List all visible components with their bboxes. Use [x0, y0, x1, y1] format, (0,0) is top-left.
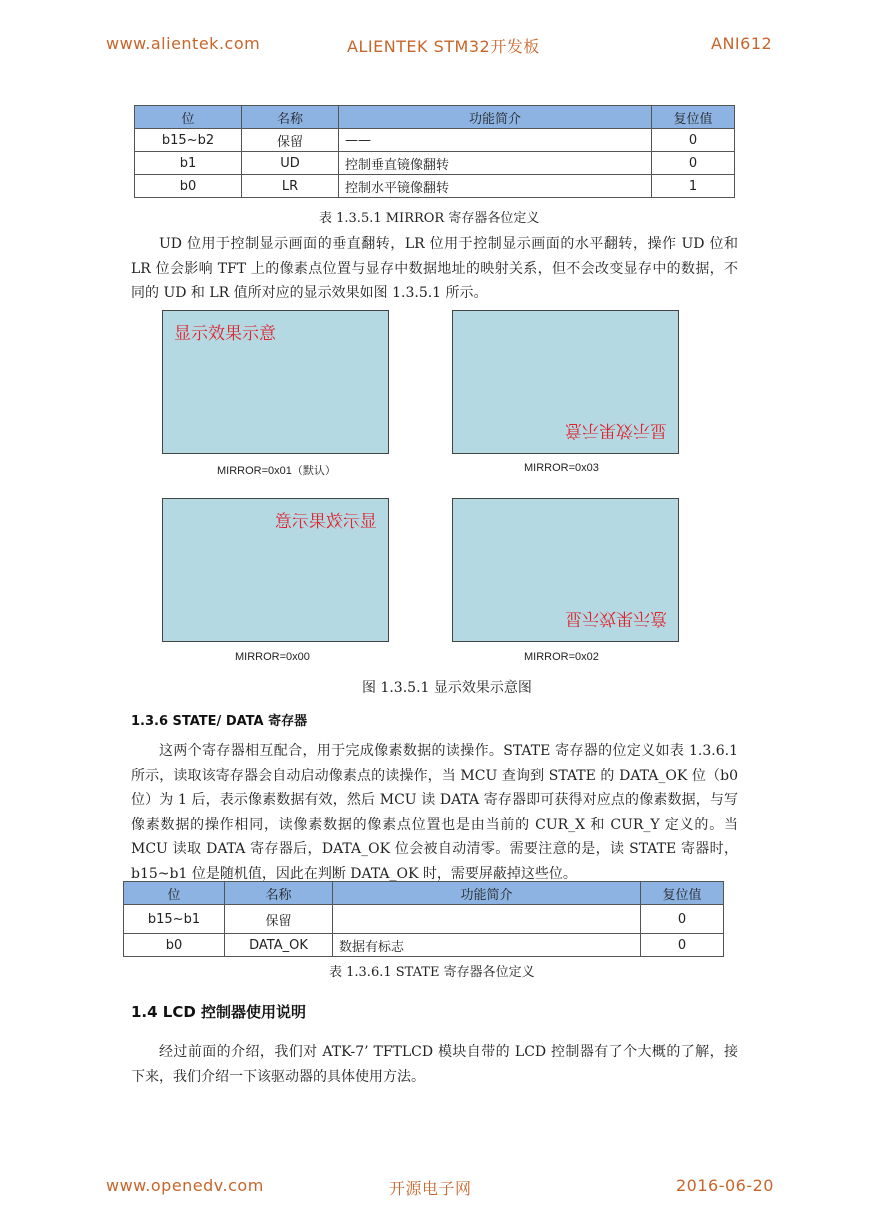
col-reset: 复位值	[652, 106, 735, 129]
cell-bit: b1	[135, 152, 242, 175]
cell-function	[333, 905, 641, 934]
col-name: 名称	[225, 882, 333, 905]
col-bit: 位	[124, 882, 225, 905]
demo-panel-0x01	[162, 310, 389, 454]
mirror-register-table	[134, 105, 735, 198]
header-title: ALIENTEK STM32开发板	[347, 37, 540, 56]
cell-bit: b15~b1	[124, 905, 225, 934]
cell-name: 保留	[242, 129, 339, 152]
cell-name: 保留	[225, 905, 333, 934]
demo-panel-0x02	[452, 498, 679, 642]
demo-text-flipped: 显示效果示意	[565, 608, 667, 628]
state-register-table	[123, 881, 724, 957]
header-doc-code: ANI612	[711, 34, 773, 53]
table-row	[124, 905, 724, 934]
cell-function: 控制水平镜像翻转	[339, 175, 652, 198]
cell-bit: b15~b2	[135, 129, 242, 152]
paragraph-ud-lr: UD 位用于控制显示画面的垂直翻转，LR 位用于控制显示画面的水平翻转，操作 UD 位和 LR 位会影响 TFT 上的像素点位置与显存中数据地址的映射关系，但不会改变显存中的数据，不同的 UD 和 LR 值所对应的显示效果如图 1.3.5.1 所示。	[131, 236, 738, 301]
figure-caption: 图 1.3.5.1 显示效果示意图	[362, 680, 532, 696]
cell-reset: 0	[652, 152, 735, 175]
cell-function: ——	[339, 129, 652, 152]
table1-caption: 表 1.3.5.1 MIRROR 寄存器各位定义	[319, 211, 540, 226]
cell-bit: b0	[135, 175, 242, 198]
table-header-row	[124, 882, 724, 905]
demo-panel-0x03	[452, 310, 679, 454]
cell-function: 数据有标志	[333, 934, 641, 957]
col-function: 功能简介	[339, 106, 652, 129]
col-name: 名称	[242, 106, 339, 129]
section-heading-1-3-6: 1.3.6 STATE/ DATA 寄存器	[131, 714, 308, 729]
footer-site-name: 开源电子网	[389, 1179, 472, 1198]
table-row	[135, 152, 735, 175]
label-mirror-0x02: MIRROR=0x02	[524, 651, 599, 663]
table2-caption: 表 1.3.6.1 STATE 寄存器各位定义	[329, 965, 535, 980]
section-heading-1-4: 1.4 LCD 控制器使用说明	[131, 1003, 307, 1021]
demo-panel-0x00	[162, 498, 389, 642]
table-row	[124, 934, 724, 957]
col-bit: 位	[135, 106, 242, 129]
label-mirror-0x01: MIRROR=0x01（默认）	[217, 465, 336, 477]
col-function: 功能简介	[333, 882, 641, 905]
cell-function: 控制垂直镜像翻转	[339, 152, 652, 175]
cell-reset: 0	[641, 934, 724, 957]
paragraph-state-data: 这两个寄存器相互配合，用于完成像素数据的读操作。STATE 寄存器的位定义如表 1.3.6.1 所示，读取该寄存器会自动启动像素点的读操作，当 MCU 查询到 STATE 的 DATA_OK 位（b0 位）为 1 后，表示像素数据有效，然后 MCU 读 DATA 寄存器即可获得对应点的像素数据，与写像素数据的操作相同，读像素数据的像素点位置也是由当前的 CUR_X 和 CUR_Y 定义的。当 MCU 读取 DATA 寄存器后，DATA_OK 位会被自动清零。需要注意的是，读 STATE 寄器时，b15~b1 位是随机值，因此在判断 DATA_OK 时，需要屏蔽掉这些位。	[131, 743, 738, 882]
footer-website: www.openedv.com	[106, 1176, 264, 1195]
demo-text-mirrored: 显示效果示意	[275, 512, 377, 532]
demo-text-rotated: 显示效果示意	[565, 420, 667, 440]
header-website: www.alientek.com	[106, 34, 261, 53]
cell-name: DATA_OK	[225, 934, 333, 957]
col-reset: 复位值	[641, 882, 724, 905]
table-row	[135, 129, 735, 152]
table-row	[135, 175, 735, 198]
cell-reset: 1	[652, 175, 735, 198]
cell-name: LR	[242, 175, 339, 198]
footer-date: 2016-06-20	[676, 1176, 774, 1195]
paragraph-lcd-usage: 经过前面的介绍，我们对 ATK-7’ TFTLCD 模块自带的 LCD 控制器有了个大概的了解，接下来，我们介绍一下该驱动器的具体使用方法。	[131, 1044, 738, 1085]
cell-reset: 0	[652, 129, 735, 152]
demo-text: 显示效果示意	[174, 324, 276, 344]
label-mirror-0x00: MIRROR=0x00	[235, 651, 310, 663]
cell-bit: b0	[124, 934, 225, 957]
label-mirror-0x03: MIRROR=0x03	[524, 462, 599, 474]
cell-name: UD	[242, 152, 339, 175]
table-header-row	[135, 106, 735, 129]
cell-reset: 0	[641, 905, 724, 934]
